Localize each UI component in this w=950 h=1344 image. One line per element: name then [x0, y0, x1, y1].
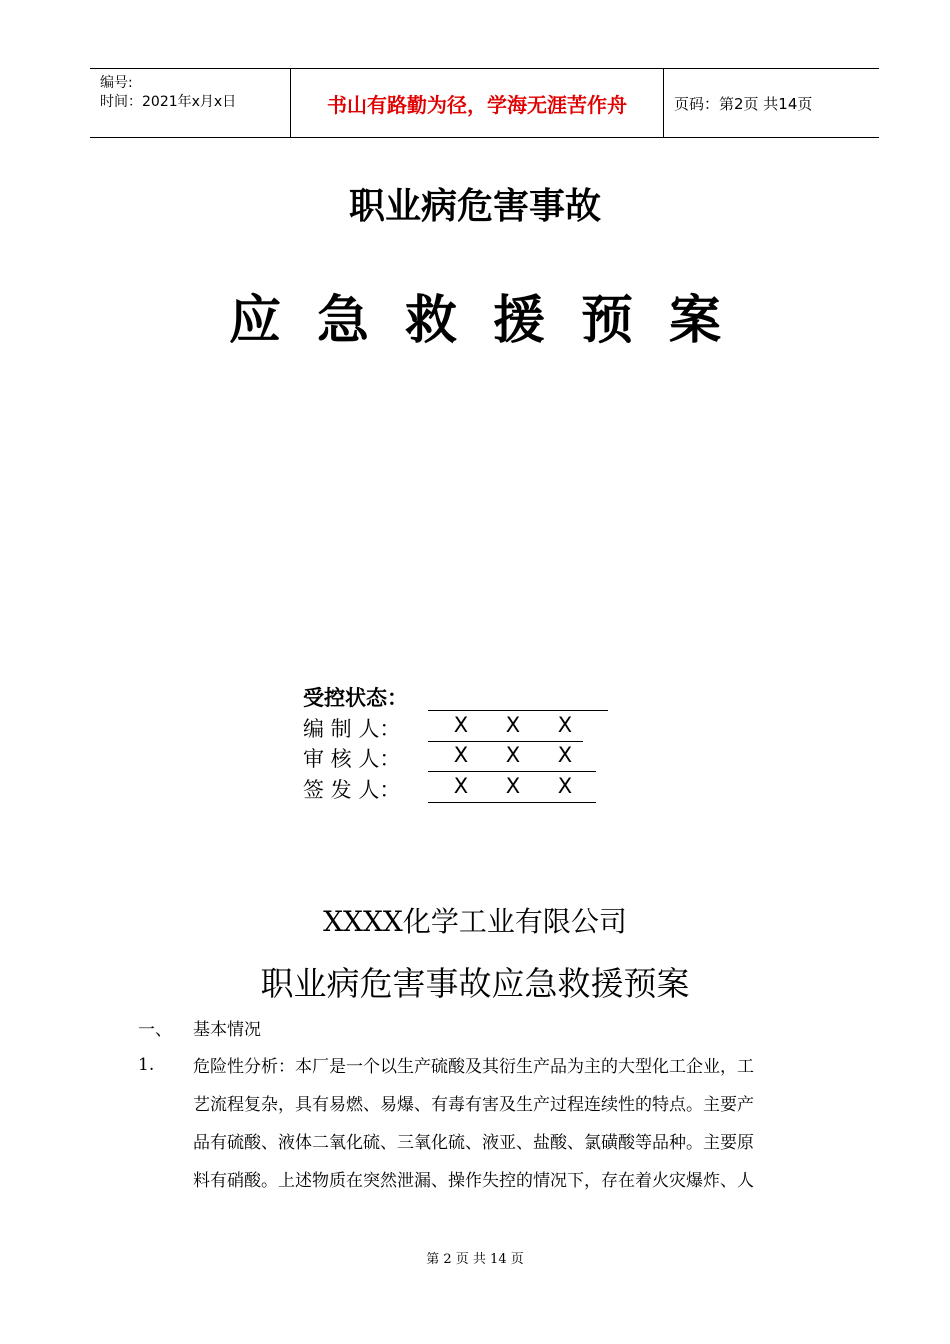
- control-reviewer-row: [303, 743, 573, 773]
- reviewer-label: 审 核 人：: [303, 747, 401, 771]
- header-motto: 书山有路勤为径，学海无涯苦作舟: [327, 92, 627, 117]
- status-label: 受控状态：: [303, 686, 408, 710]
- x-mark: X: [505, 743, 521, 767]
- paragraph-line: 料有硝酸。上述物质在突然泄漏、操作失控的情况下，存在着火灾爆炸、人: [193, 1171, 754, 1191]
- editor-label: 编 制 人：: [303, 717, 401, 741]
- header-meta: [90, 69, 290, 137]
- x-mark: X: [453, 774, 469, 798]
- date-label: 时间：2021年x月x日: [100, 94, 237, 110]
- section-number: 一、: [138, 1020, 172, 1040]
- header-page-info: 页码：第2页 共14页: [674, 94, 813, 113]
- paragraph-line: 艺流程复杂，具有易燃、易爆、有毒有害及生产过程连续性的特点。主要产: [193, 1095, 754, 1115]
- page-footer: 第 2 页 共 14 页: [426, 1252, 524, 1267]
- document-title: 职业病危害事故应急救援预案: [260, 964, 690, 1003]
- x-mark: X: [505, 774, 521, 798]
- x-mark: X: [557, 743, 573, 767]
- section-title: 基本情况: [193, 1020, 261, 1040]
- item-number: 1.: [138, 1055, 155, 1075]
- status-blank-line: [428, 682, 608, 711]
- editor-value: [435, 713, 591, 737]
- control-editor-row: [303, 713, 573, 743]
- page-header: [90, 68, 879, 138]
- x-mark: X: [505, 713, 521, 737]
- x-mark: X: [453, 713, 469, 737]
- reviewer-value: [435, 743, 591, 767]
- control-status-row: [303, 682, 428, 712]
- issuer-value: [435, 774, 591, 798]
- x-mark: X: [557, 774, 573, 798]
- paragraph-line: 危险性分析：本厂是一个以生产硫酸及其衍生产品为主的大型化工企业，工: [193, 1057, 754, 1077]
- control-issuer-row: [303, 774, 573, 804]
- x-mark: X: [453, 743, 469, 767]
- company-name: XXXX化学工业有限公司: [323, 905, 627, 938]
- x-mark: X: [557, 713, 573, 737]
- cover-title-line1: 职业病危害事故: [348, 186, 601, 227]
- paragraph: [193, 1048, 833, 1200]
- cover-title-line2: 应急救援预案: [228, 291, 757, 351]
- issuer-label: 签 发 人：: [303, 778, 401, 802]
- paragraph-line: 品有硫酸、液体二氧化硫、三氧化硫、液亚、盐酸、氯磺酸等品种。主要原: [193, 1133, 754, 1153]
- header-divider: [663, 69, 664, 137]
- number-label: 编号:: [100, 75, 133, 91]
